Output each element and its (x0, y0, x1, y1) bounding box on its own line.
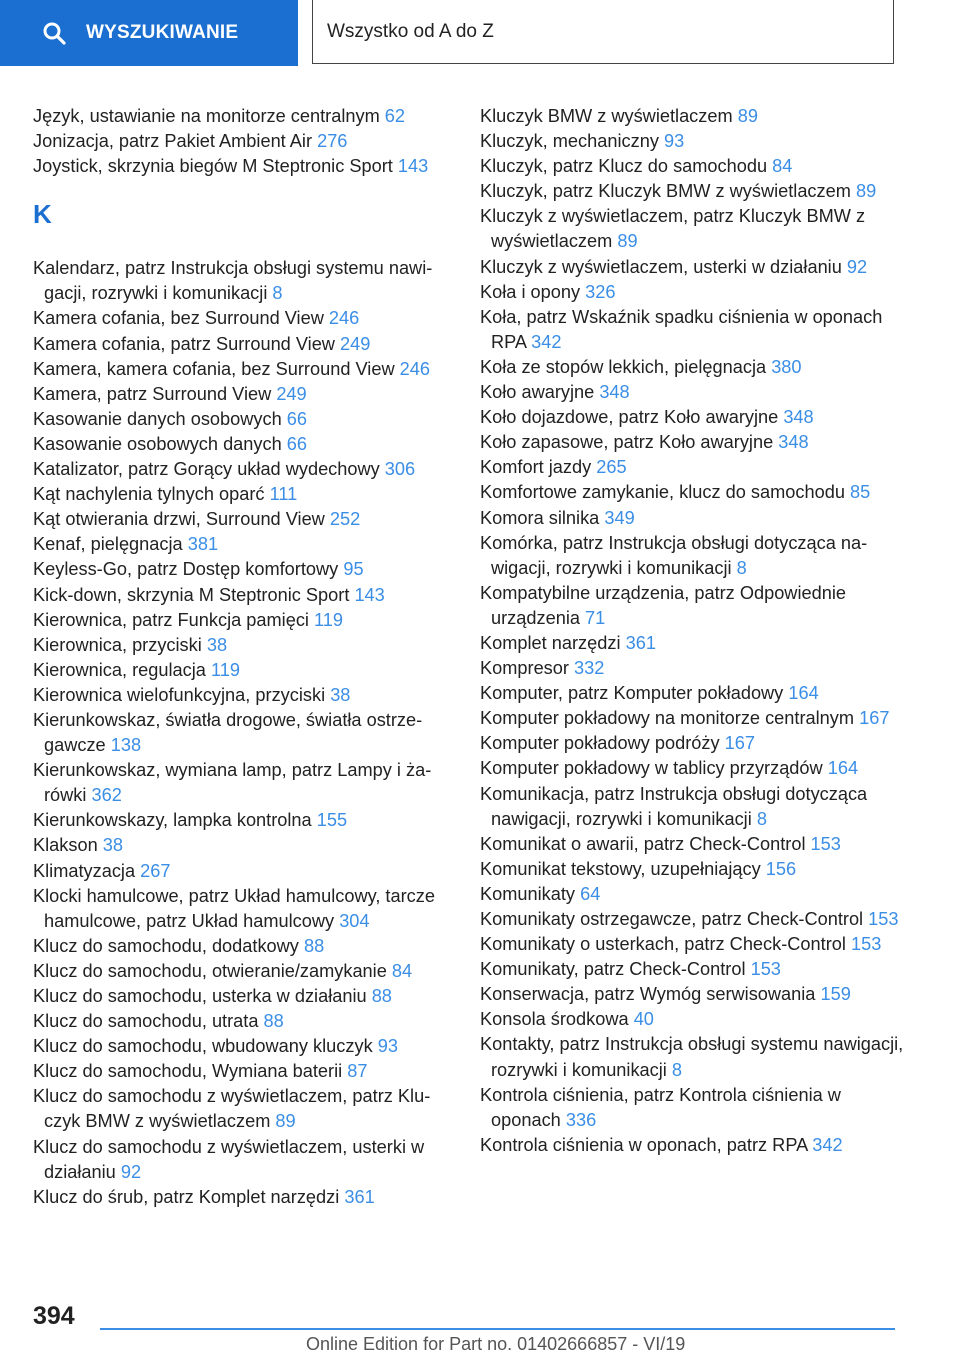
page-link[interactable]: 164 (827, 758, 859, 779)
page-link[interactable]: 265 (596, 457, 627, 478)
entry-text: Konsola środkowa (480, 1009, 629, 1030)
entry-text: Klimatyzacja (33, 860, 136, 881)
index-list-after (33, 256, 451, 1210)
entry-text: Klucz do samochodu z wyświetlaczem, patrz Kluczyk BMW z wyświetlaczem (33, 1086, 431, 1132)
index-entry (33, 583, 451, 608)
entry-text: Kierownica, regulacja (33, 659, 206, 680)
index-entry (480, 1083, 905, 1133)
page-link[interactable]: 89 (275, 1111, 296, 1132)
entry-text: Komunikat o awarii, patrz Check-Control (480, 833, 806, 854)
page-link[interactable]: 342 (531, 331, 562, 352)
index-entry (480, 154, 905, 179)
entry-text: Klakson (33, 835, 98, 856)
index-entry (480, 506, 905, 531)
index-entry (480, 731, 905, 756)
page-link[interactable]: 362 (91, 785, 122, 806)
entry-text: Kamera cofania, patrz Surround View (33, 333, 335, 354)
page-link[interactable]: 71 (585, 607, 606, 628)
index-entry (480, 305, 905, 355)
index-entry (480, 581, 905, 631)
entry-text: Kontrola ciśnienia, patrz Kontrola ciśnienia w oponach (480, 1084, 841, 1130)
entry-text: Kluczyk z wyświetlaczem, patrz Kluczyk BMW z wyświetlaczem (480, 206, 866, 252)
entry-text: Komunikacja, patrz Instrukcja obsługi dotycząca nawigacji, rozrywki i komunikacji (480, 783, 868, 829)
page-link[interactable]: 267 (140, 860, 171, 881)
page-link[interactable]: 8 (756, 808, 767, 829)
page-link[interactable]: 92 (846, 256, 868, 277)
entry-text: Klocki hamulcowe, patrz Układ hamulcowy, tarcze hamulcowe, patrz Układ hamulcowy (33, 885, 435, 931)
entry-text: Katalizator, patrz Gorący układ wydechowy (33, 459, 380, 480)
page-link[interactable]: 306 (384, 459, 416, 480)
index-entry (480, 857, 905, 882)
index-entry (480, 907, 905, 932)
entry-text: Kierunkowskazy, lampka kontrolna (33, 810, 312, 831)
index-entry (480, 104, 905, 129)
page-link[interactable]: 153 (868, 909, 899, 929)
entry-text: Komputer pokładowy w tablicy przyrządów (480, 758, 823, 779)
index-entry (33, 154, 451, 179)
entry-text: Kamera, kamera cofania, bez Surround View (33, 358, 395, 379)
page-link[interactable]: 89 (737, 106, 758, 126)
entry-text: Kierunkowskaz, wymiana lamp, patrz Lampy i żarówki (33, 760, 432, 806)
index-entry (33, 708, 451, 758)
index-entry (33, 306, 451, 331)
page-link[interactable]: 111 (269, 484, 298, 505)
entry-text: Klucz do samochodu, otwieranie/zamykanie (33, 960, 387, 981)
index-entry (33, 482, 451, 507)
entry-text: Kick-down, skrzynia M Steptronic Sport (33, 584, 350, 605)
entry-text: Keyless-Go, patrz Dostęp komfortowy (33, 559, 339, 580)
index-entry (480, 531, 905, 581)
page-link[interactable]: 348 (778, 432, 809, 453)
entry-text: Joystick, skrzynia biegów M Steptronic Sport (33, 156, 393, 177)
index-entry (480, 832, 905, 857)
index-list-right (480, 104, 905, 1158)
page-link[interactable]: 326 (585, 281, 616, 302)
page-link[interactable]: 88 (263, 1011, 284, 1032)
index-entry (480, 179, 905, 204)
entry-text: Kluczyk z wyświetlaczem, usterki w działaniu (480, 256, 842, 277)
page-link[interactable]: 89 (617, 231, 638, 252)
footer-divider (100, 1328, 895, 1330)
index-entry (33, 1135, 451, 1185)
entry-text: Komórka, patrz Instrukcja obsługi dotycząca nawigacji, rozrywki i komunikacji (480, 532, 868, 578)
index-entry (480, 656, 905, 681)
index-entry (33, 507, 451, 532)
page-link[interactable]: 249 (340, 333, 371, 354)
index-entry (33, 1034, 451, 1059)
index-entry (33, 1185, 451, 1210)
index-entry (33, 984, 451, 1009)
entry-text: Kontakty, patrz Instrukcja obsługi systemu nawigacji, rozrywki i komunikacji (480, 1034, 904, 1080)
page-link[interactable]: 66 (286, 433, 308, 454)
entry-text: Komora silnika (480, 507, 600, 528)
page-link[interactable]: 361 (625, 632, 656, 653)
index-entry (33, 683, 451, 708)
entry-text: Klucz do samochodu, utrata (33, 1011, 259, 1032)
page-link[interactable]: 332 (574, 658, 605, 679)
search-button[interactable] (0, 0, 298, 66)
entry-text: Kalendarz, patrz Instrukcja obsługi systemu nawigacji, rozrywki i komunikacji (33, 258, 433, 304)
page-link[interactable]: 85 (850, 482, 871, 503)
index-entry (480, 756, 905, 781)
page-link[interactable]: 336 (565, 1109, 597, 1130)
entry-text: Kompresor (480, 658, 569, 679)
index-entry (480, 706, 905, 731)
index-entry (480, 455, 905, 480)
page-link[interactable]: 38 (206, 634, 228, 655)
index-entry (480, 430, 905, 455)
page-link[interactable]: 8 (671, 1059, 683, 1080)
index-entry (480, 480, 905, 505)
index-entry (33, 934, 451, 959)
entry-text: Kamera cofania, bez Surround View (33, 308, 324, 329)
page-link[interactable]: 93 (663, 131, 685, 152)
footer-text: Online Edition for Part no. 01402666857 - VI/19 (306, 1334, 686, 1354)
page-link[interactable]: 66 (286, 408, 308, 429)
page-link[interactable]: 153 (750, 959, 781, 980)
entry-text: Kierunkowskaz, światła drogowe, światła ostrzegawcze (33, 709, 423, 756)
index-entry (480, 782, 905, 832)
entry-text: Komputer, patrz Komputer pokładowy (480, 683, 784, 704)
breadcrumb[interactable] (312, 0, 894, 64)
index-entry (33, 382, 451, 407)
page-link[interactable]: 38 (330, 684, 351, 705)
page-link[interactable]: 8 (272, 283, 283, 304)
index-entry (33, 557, 451, 582)
page-link[interactable]: 349 (604, 507, 635, 528)
index-entry (480, 882, 905, 907)
search-icon (42, 21, 66, 45)
page-link[interactable]: 159 (820, 984, 851, 1005)
index-entry (33, 608, 451, 633)
page-link[interactable]: 246 (328, 308, 360, 329)
entry-text: Klucz do samochodu, Wymiana baterii (33, 1061, 343, 1082)
entry-text: Komputer pokładowy na monitorze centralnym (480, 708, 855, 729)
index-entry (33, 758, 451, 808)
index-entry (480, 1007, 905, 1032)
index-entry (480, 255, 905, 280)
page-link[interactable]: 119 (314, 609, 344, 630)
index-entry (33, 808, 451, 833)
page-link[interactable]: 93 (377, 1036, 398, 1057)
index-entry (33, 532, 451, 557)
page-link[interactable]: 246 (399, 358, 431, 379)
index-entry (480, 1133, 905, 1158)
page-link[interactable]: 155 (316, 810, 348, 831)
entry-text: Kontrola ciśnienia w oponach, patrz RPA (480, 1134, 808, 1155)
page-link[interactable]: 276 (317, 131, 348, 152)
entry-text: Kierownica, patrz Funkcja pamięci (33, 609, 309, 630)
index-entry (33, 1084, 451, 1134)
index-entry (480, 957, 905, 982)
entry-text: Komunikaty (480, 883, 576, 904)
page-link[interactable]: 167 (724, 733, 756, 754)
entry-text: Kompatybilne urządzenia, patrz Odpowiednie urządzenia (480, 582, 846, 628)
entry-text: Kierownica, przyciski (33, 634, 202, 655)
search-label: WYSZUKIWANIE (86, 22, 239, 43)
page-link[interactable]: 8 (736, 557, 747, 578)
page-link[interactable]: 167 (859, 708, 890, 729)
index-entry (33, 859, 451, 884)
page-link[interactable]: 95 (343, 559, 364, 580)
index-entry (480, 1032, 905, 1082)
index-entry (33, 658, 451, 683)
page-link[interactable]: 153 (810, 833, 841, 854)
page-link[interactable]: 348 (599, 382, 630, 403)
index-list-before (33, 104, 451, 179)
page-link[interactable]: 88 (303, 935, 325, 956)
entry-text: Kluczyk, patrz Kluczyk BMW z wyświetlaczem (480, 181, 851, 202)
index-entry (480, 204, 905, 254)
page-link[interactable]: 88 (371, 986, 392, 1006)
entry-text: Koło zapasowe, patrz Koło awaryjne (480, 432, 774, 453)
breadcrumb-label: Wszystko od A do Z (327, 20, 494, 42)
entry-text: Kluczyk, mechaniczny (480, 131, 659, 152)
entry-text: Komfort jazdy (480, 457, 592, 478)
page-link[interactable]: 156 (765, 858, 797, 879)
page-link[interactable]: 153 (851, 934, 882, 955)
page-link[interactable]: 380 (771, 356, 802, 377)
entry-text: Język, ustawianie na monitorze centralnym (33, 106, 380, 126)
page-link[interactable]: 38 (102, 835, 124, 856)
page-link[interactable]: 304 (339, 910, 370, 931)
top-bar (0, 0, 960, 66)
entry-text: Komunikaty o usterkach, patrz Check-Control (480, 934, 846, 955)
index-entry (480, 280, 905, 305)
page-link[interactable]: 119 (210, 659, 240, 680)
index-column-right (480, 104, 905, 1158)
index-entry (33, 884, 451, 934)
index-entry (33, 432, 451, 457)
page-link[interactable]: 62 (384, 106, 406, 126)
entry-text: Klucz do samochodu, wbudowany kluczyk (33, 1036, 373, 1057)
index-entry (33, 407, 451, 432)
page-link[interactable]: 342 (812, 1134, 843, 1155)
entry-text: Kasowanie osobowych danych (33, 433, 282, 454)
page-link[interactable]: 92 (120, 1161, 142, 1182)
page-link[interactable]: 89 (855, 181, 877, 202)
entry-text: Kąt otwierania drzwi, Surround View (33, 509, 325, 530)
entry-text: Komunikaty ostrzegawcze, patrz Check-Control (480, 909, 864, 929)
page-link[interactable]: 143 (397, 156, 429, 177)
entry-text: Kąt nachylenia tylnych oparć (33, 484, 265, 505)
index-entry (33, 104, 451, 129)
entry-text: Komfortowe zamykanie, klucz do samochodu (480, 482, 845, 503)
entry-text: Klucz do samochodu z wyświetlaczem, usterki w działaniu (33, 1136, 425, 1182)
entry-text: Jonizacja, patrz Pakiet Ambient Air (33, 131, 313, 152)
index-entry (480, 129, 905, 154)
index-entry (33, 1059, 451, 1084)
page-link[interactable]: 249 (276, 383, 307, 404)
page-link[interactable]: 252 (329, 509, 361, 530)
index-entry (33, 357, 451, 382)
entry-text: Koła ze stopów lekkich, pielęgnacja (480, 356, 767, 377)
index-entry (480, 681, 905, 706)
entry-text: Koło dojazdowe, patrz Koło awaryjne (480, 407, 779, 428)
entry-text: Klucz do śrub, patrz Komplet narzędzi (33, 1186, 340, 1207)
index-entry (33, 129, 451, 154)
index-entry (480, 355, 905, 380)
page-link[interactable]: 143 (354, 584, 385, 605)
entry-text: Koła i opony (480, 281, 581, 302)
entry-text: Kierownica wielofunkcyjna, przyciski (33, 684, 326, 705)
entry-text: Kamera, patrz Surround View (33, 383, 272, 404)
page-link[interactable]: 381 (187, 534, 219, 555)
index-entry (33, 833, 451, 858)
page-link[interactable]: 361 (344, 1186, 375, 1207)
entry-text: Koło awaryjne (480, 382, 595, 403)
entry-text: Komunikat tekstowy, uzupełniający (480, 858, 761, 879)
entry-text: Komplet narzędzi (480, 632, 621, 653)
page-link[interactable]: 348 (783, 407, 814, 428)
index-entry (480, 380, 905, 405)
entry-text: Koła, patrz Wskaźnik spadku ciśnienia w oponach RPA (480, 306, 883, 352)
page-number: 394 (33, 1302, 75, 1330)
page-link[interactable]: 138 (110, 735, 142, 756)
entry-text: Kluczyk BMW z wyświetlaczem (480, 106, 733, 126)
index-entry (33, 959, 451, 984)
index-entry (480, 982, 905, 1007)
entry-text: Klucz do samochodu, usterka w działaniu (33, 986, 367, 1006)
index-entry (33, 1009, 451, 1034)
section-letter: K (33, 199, 52, 230)
page-link[interactable]: 164 (788, 683, 819, 704)
page-link[interactable]: 64 (580, 883, 601, 904)
page-link[interactable]: 40 (633, 1009, 654, 1030)
page-link[interactable]: 87 (347, 1061, 368, 1082)
entry-text: Konserwacja, patrz Wymóg serwisowania (480, 984, 816, 1005)
page-link[interactable]: 84 (391, 960, 413, 981)
index-entry (480, 405, 905, 430)
index-entry (33, 633, 451, 658)
entry-text: Kluczyk, patrz Klucz do samochodu (480, 156, 768, 177)
index-entry (480, 932, 905, 957)
entry-text: Komputer pokładowy podróży (480, 733, 720, 754)
index-entry (33, 256, 451, 306)
entry-text: Kasowanie danych osobowych (33, 408, 282, 429)
index-column-left (33, 104, 451, 1210)
entry-text: Kenaf, pielęgnacja (33, 534, 183, 555)
entry-text: Komunikaty, patrz Check-Control (480, 959, 746, 980)
page-link[interactable]: 84 (772, 156, 793, 177)
index-entry (33, 457, 451, 482)
entry-text: Klucz do samochodu, dodatkowy (33, 935, 299, 956)
index-entry (480, 631, 905, 656)
index-entry (33, 332, 451, 357)
